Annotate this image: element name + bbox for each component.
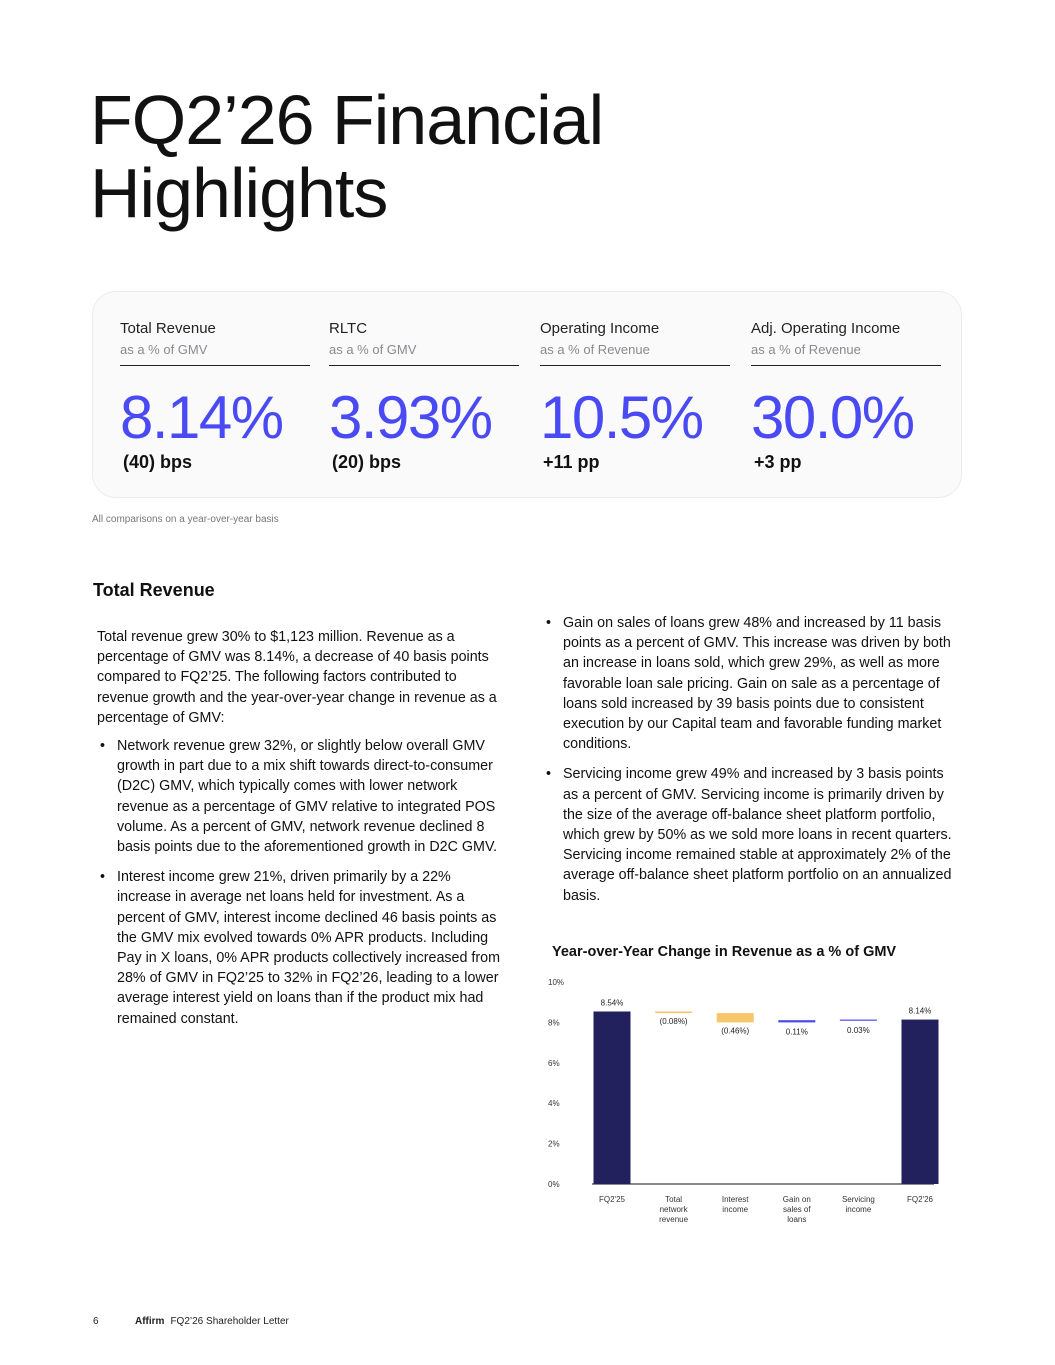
waterfall-chart	[540, 972, 940, 1232]
kpi-card	[92, 291, 962, 498]
data-label: (0.08%)	[659, 1017, 688, 1027]
chart-title: Year-over-Year Change in Revenue as a % of GMV	[552, 944, 897, 960]
kpi-change: (40) bps	[123, 452, 193, 472]
kpi-adj-operating-income	[751, 320, 941, 473]
y-tick-label: 6%	[548, 1058, 560, 1068]
bullet-list	[543, 613, 953, 906]
bar-3	[778, 1020, 815, 1022]
page-number: 6	[93, 1316, 99, 1327]
x-tick-label: Total network revenue	[659, 1195, 689, 1224]
section-heading: Total Revenue	[93, 580, 215, 600]
kpi-sublabel: as a % of Revenue	[540, 342, 730, 366]
footer	[93, 1316, 289, 1327]
kpi-change: (20) bps	[332, 452, 402, 472]
kpi-sublabel: as a % of GMV	[120, 342, 310, 366]
kpi-label: Adj. Operating Income	[751, 320, 901, 337]
bullet-list	[97, 736, 505, 1029]
kpi-label: Total Revenue	[120, 320, 216, 337]
bar-1	[655, 1011, 692, 1013]
x-tick-label: Interest income	[721, 1195, 749, 1214]
page-title-line-1: FQ2’26 Financial	[90, 81, 604, 159]
bullet-servicing-income: • Servicing income grew 49% and increased by 3 basis points as a percent of GMV. Servicing income is primarily driven by the size of the average off-balance sheet platform portfolio, which grew by 50% as we sold more loans in recent quarters. Servicing income remained stable at approximately 2% of the average off-balance sheet platform portfolio on an annualized basis.	[543, 764, 953, 905]
bar-0	[594, 1011, 631, 1184]
kpi-change: +3 pp	[754, 452, 802, 472]
kpi-sublabel: as a % of GMV	[329, 342, 519, 366]
data-label: 0.11%	[785, 1027, 808, 1037]
data-label: 8.14%	[908, 1006, 932, 1016]
y-tick-label: 0%	[548, 1180, 560, 1189]
y-tick-label: 4%	[548, 1099, 560, 1109]
document-title: FQ2’26 Shareholder Letter	[170, 1316, 289, 1327]
kpi-value: 3.93%	[329, 384, 492, 451]
bullet-gain-on-sales: • Gain on sales of loans grew 48% and increased by 11 basis points as a percent of GMV. This increase was driven by both an increase in loans sold, which grew 29%, as well as more favorable loan sale pricing. Gain on sale as a percentage of loans sold increased by 39 basis points due to consistent execution by our Capital team and favorable funding market conditions.	[543, 613, 953, 754]
kpi-value: 8.14%	[120, 384, 283, 451]
bar-4	[840, 1020, 877, 1021]
bullet-network-revenue: • Network revenue grew 32%, or slightly below overall GMV growth in part due to a mix shift towards direct-to-consumer (D2C) GMV, which typically comes with lower network revenue as a percentage of GMV relative to integrated POS volume. As a percent of GMV, network revenue declined 8 basis points due to the aforementioned growth in D2C GMV.	[97, 736, 505, 857]
x-tick-label: Gain on sales of loans	[782, 1195, 811, 1224]
kpi-value: 30.0%	[751, 384, 914, 451]
y-tick-label: 2%	[548, 1139, 560, 1149]
bullet-interest-income: • Interest income grew 21%, driven primarily by a 22% increase in average net loans held for investment. As a percent of GMV, interest income declined 46 basis points as the GMV mix evolved towards 0% APR products. Including Pay in X loans, 0% APR products collectively increased from 28% of GMV in FQ2’25 to 32% in FQ2’26, leading to a lower average interest yield on loans than if the product mix had remained constant.	[97, 867, 505, 1029]
kpi-footnote: All comparisons on a year-over-year basis	[92, 514, 279, 525]
kpi-value: 10.5%	[540, 384, 703, 451]
intro-paragraph: Total revenue grew 30% to $1,123 million. Revenue as a percentage of GMV was 8.14%, a decrease of 40 basis points compared to FQ2’25. The following factors contributed to revenue growth and the year-over-year change in revenue as a percentage of GMV:	[97, 629, 497, 726]
page-title-line-2: Highlights	[90, 154, 388, 232]
page-title	[90, 81, 604, 232]
kpi-label: Operating Income	[540, 320, 660, 337]
left-column	[97, 627, 505, 1039]
right-column	[543, 613, 953, 916]
x-tick-label: FQ2'26	[907, 1195, 933, 1204]
x-tick-label: Servicing income	[841, 1195, 875, 1214]
bar-2	[717, 1013, 754, 1022]
data-label: (0.46%)	[721, 1026, 750, 1036]
brand-name: Affirm	[135, 1316, 165, 1327]
kpi-label: RLTC	[329, 320, 368, 337]
kpi-total-revenue	[120, 320, 310, 473]
y-tick-label: 10%	[548, 978, 565, 987]
bar-5	[902, 1020, 939, 1184]
x-tick-label: FQ2'25	[599, 1195, 625, 1204]
kpi-change: +11 pp	[543, 452, 600, 472]
kpi-sublabel: as a % of Revenue	[751, 342, 941, 366]
data-label: 8.54%	[600, 998, 624, 1008]
data-label: 0.03%	[847, 1025, 870, 1035]
kpi-rltc	[329, 320, 519, 473]
kpi-operating-income	[540, 320, 730, 473]
y-tick-label: 8%	[548, 1018, 560, 1028]
